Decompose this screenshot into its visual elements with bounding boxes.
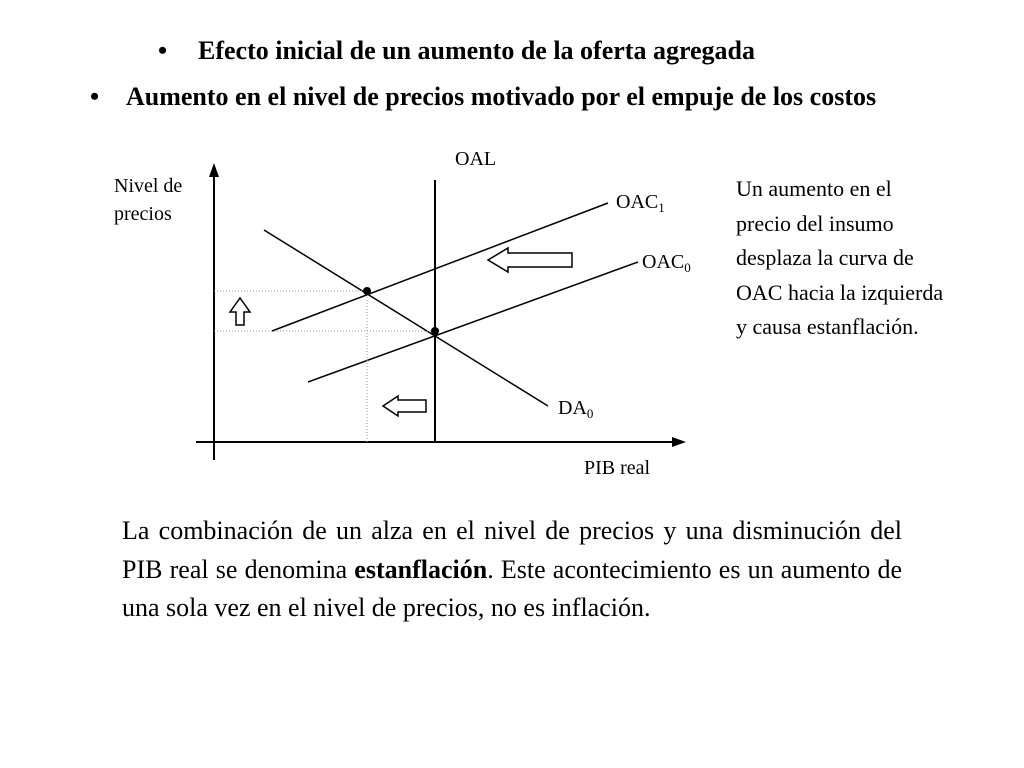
conclusion-paragraph — [122, 512, 902, 628]
paragraph-bold-term: estanflación — [354, 554, 488, 584]
oac1-label-subscript: 1 — [658, 200, 665, 215]
bullet-text: Efecto inicial de un aumento de la oferta agregada — [198, 36, 756, 65]
da0-label-subscript: 0 — [586, 406, 594, 421]
left-arrow-icon — [488, 248, 572, 272]
da0-label-base: DA — [558, 397, 587, 419]
oac0-label — [642, 250, 691, 274]
oac1-label — [616, 190, 665, 214]
bullet-text: Aumento en el nivel de precios motivado por el empuje de los costos — [126, 82, 877, 111]
x-axis-label: PIB real — [584, 457, 651, 479]
up-arrow-icon — [230, 298, 250, 325]
oac0-curve — [308, 262, 638, 382]
paragraph-text-after: . Este acontecimiento es un aumento de una sola vez en el nivel de precios, no es inflación. — [122, 554, 903, 622]
da0-label — [558, 396, 593, 420]
bullet-symbol: • — [90, 82, 100, 111]
left-arrow-icon — [383, 396, 426, 416]
paragraph-text-before: La combinación de un alza en el nivel de precios y una disminución del PIB real se denomina — [122, 516, 902, 584]
oac1-label-base: OAC — [616, 191, 659, 213]
equilibrium-initial-point — [431, 327, 439, 335]
y-axis-label: Nivel de precios — [114, 175, 183, 225]
side-note: Un aumento en el precio del insumo desplaza la curva de OAC hacia la izquierda y causa estanflación. — [736, 176, 944, 339]
oac0-label-subscript: 0 — [684, 260, 691, 275]
equilibrium-new-point — [363, 287, 371, 295]
x-axis-arrowhead — [672, 437, 686, 447]
oal-label: OAL — [455, 148, 497, 170]
bullet-symbol: • — [158, 36, 168, 65]
oac0-label-base: OAC — [642, 251, 685, 273]
